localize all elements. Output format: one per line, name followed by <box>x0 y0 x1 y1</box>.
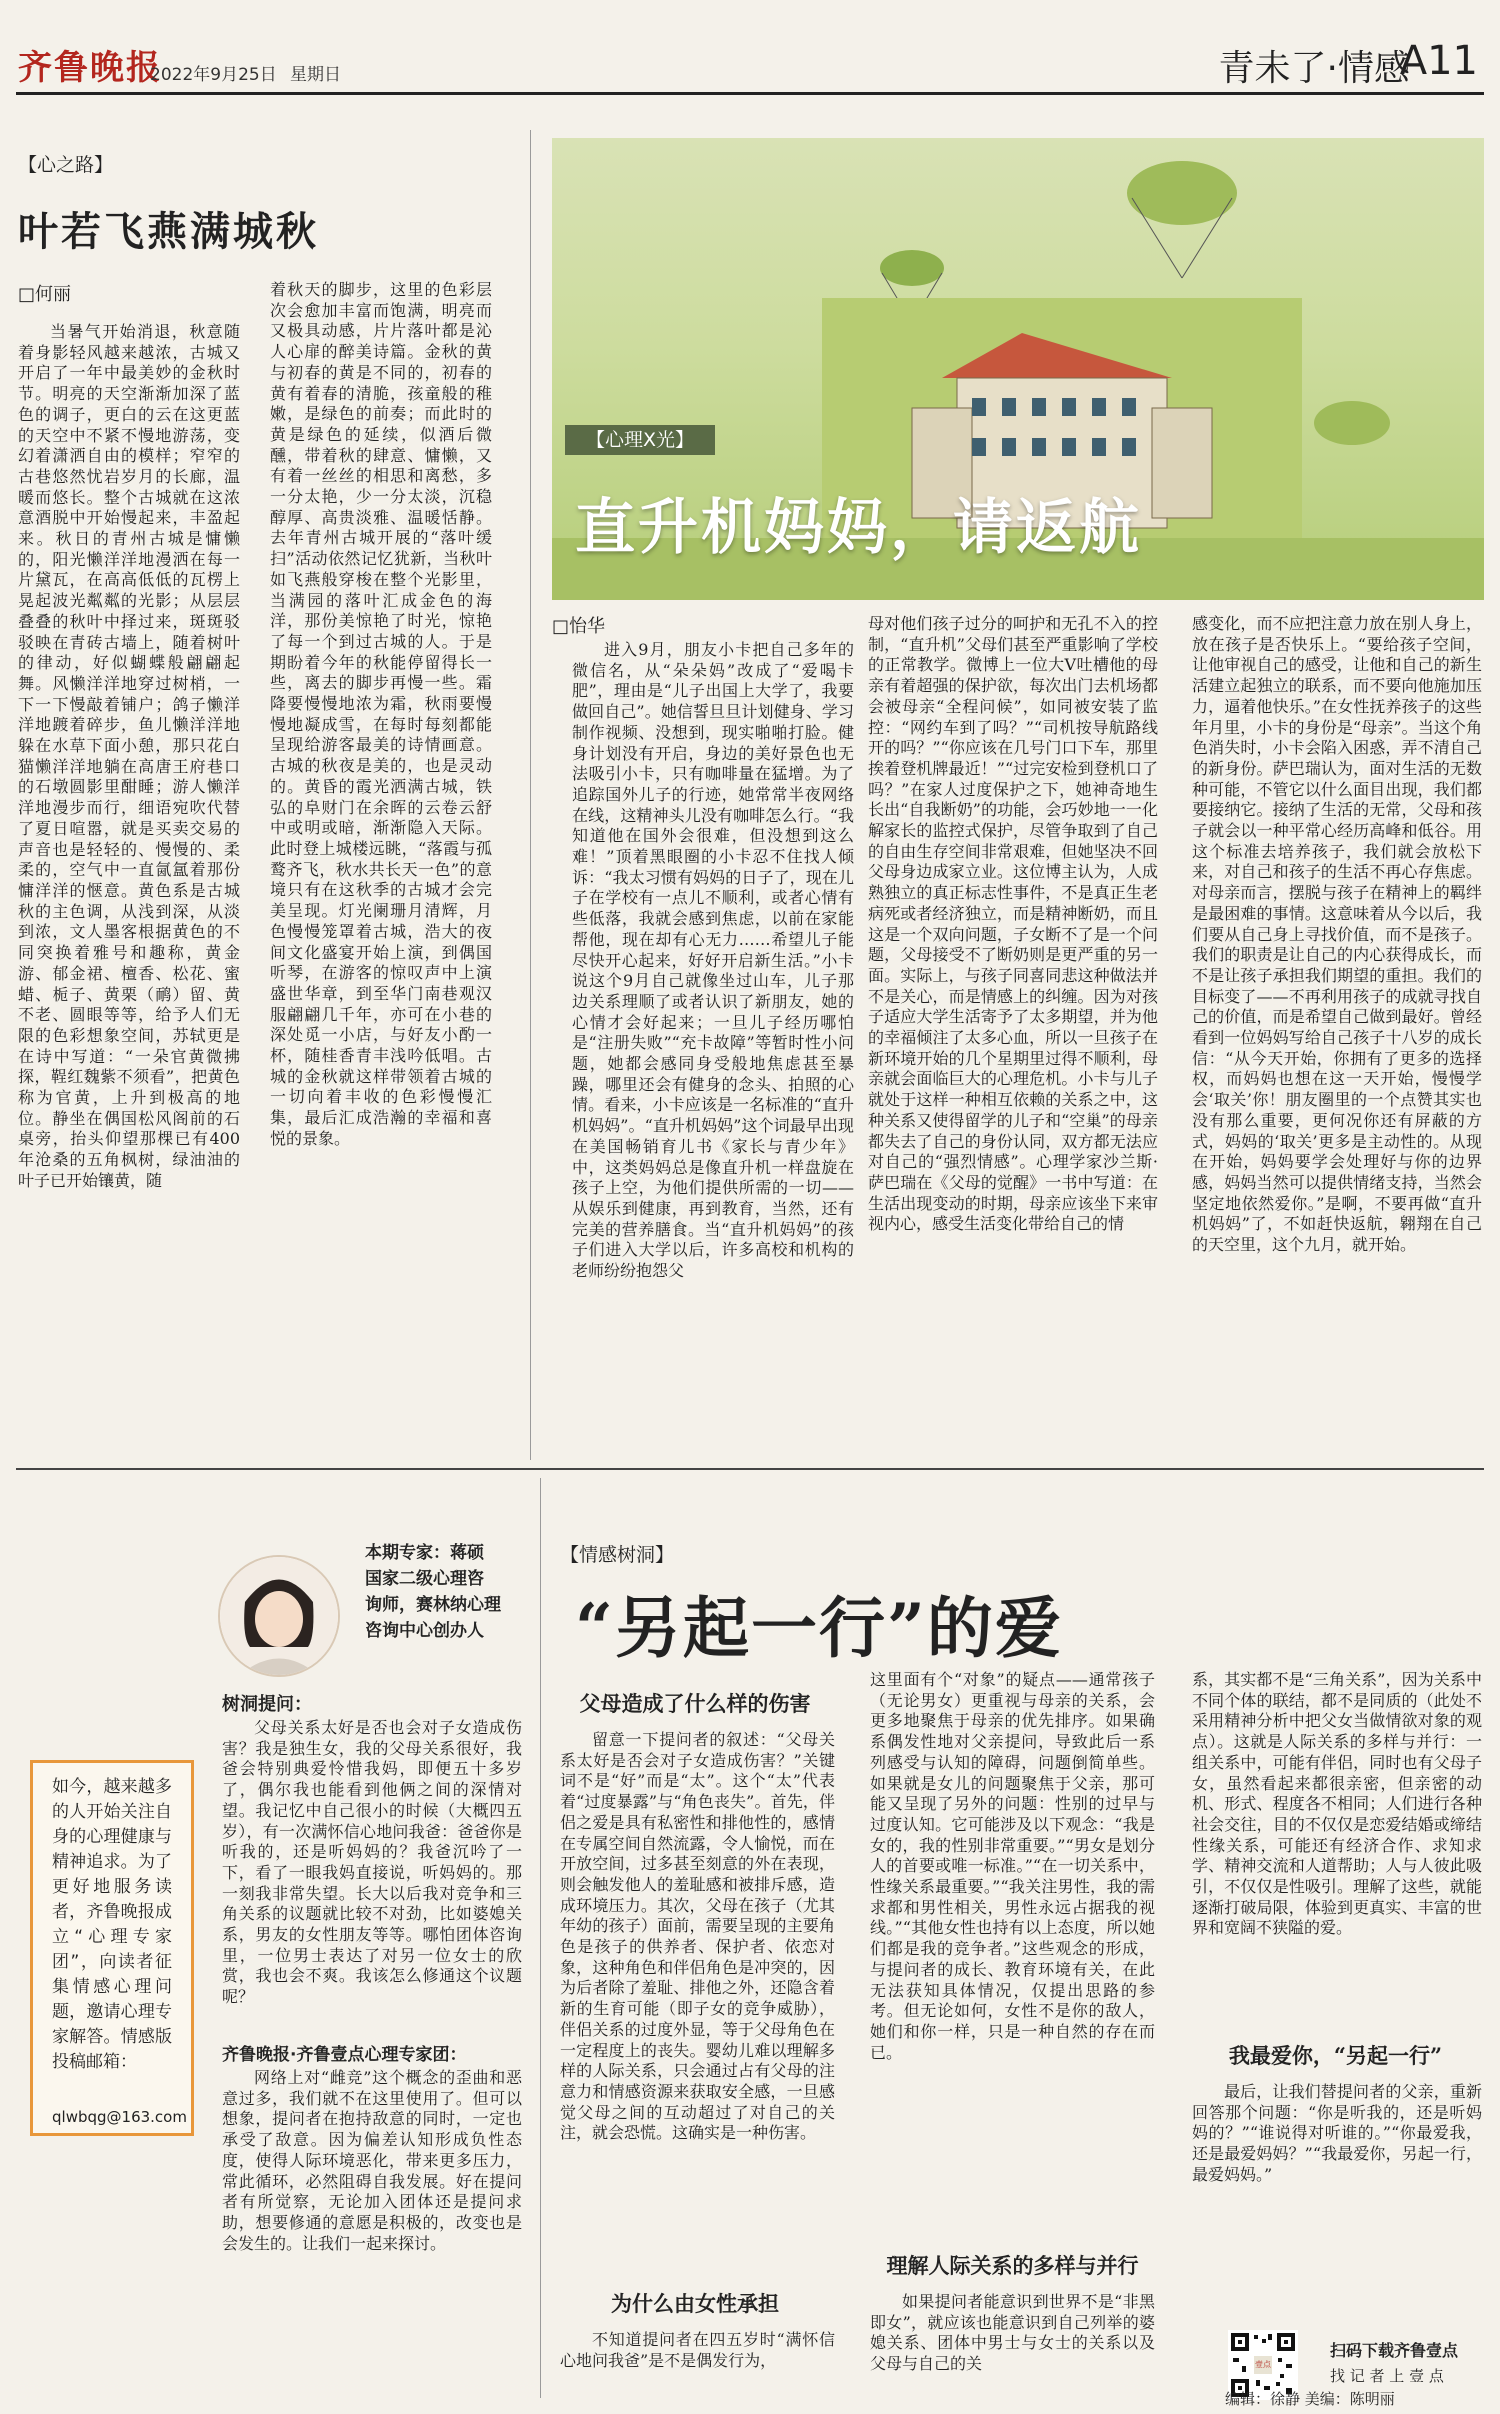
header-rule <box>16 92 1484 95</box>
editor-credit: 编辑：徐静 美编：陈明丽 <box>1225 2390 1395 2408</box>
article1-column-2: 着秋天的脚步，这里的色彩层次会愈加丰富而饱满，明亮而又极具动感，片片落叶都是沁人心扉的醉美诗篇。金秋的黄与初春的黄是不同的，初春的黄有着春的清脆，孩童般的稚嫩，是绿色的前奏；而此时的黄是绿色的延续，似酒后微醺，带着秋的肆意、慵懒，又有着一丝丝的相思和离愁，多一分太艳，少一分太淡，沉稳醇厚、高贵淡雅、温暖恬静。去年青州古城开展的“落叶缓扫”活动依然记忆犹新，当秋叶如飞燕般穿梭在整个光影里，当满园的落叶汇成金色的海洋，那份美惊艳了时光，惊艳了每一个到过古城的人。于是期盼着今年的秋能停留得长一些，离去的脚步再慢一些。霜降要慢慢地浓为霜，秋雨要慢慢地凝成雪，在每时每刻都能呈现给游客最美的诗情画意。古城的秋夜是美的，也是灵动的。黄昏的霞光洒满古城，铁弘的阜财门在余晖的云卷云舒中或明或暗，渐渐隐入天际。此时登上城楼远眺，“落霞与孤鹜齐飞，秋水共长天一色”的意境只有在这秋季的古城才会完美呈现。灯光阑珊月清辉，月色慢慢笼罩着古城，浩大的夜间文化盛宴开始上演，到偶国听琴，在游客的惊叹声中上演盛世华章，到至华门南巷观汉服翩翩几千年，亦可在小巷的深处觅一小店，与好友小酌一杯，随桂香青丰浅吟低唱。古城的金秋就这样带领着古城的一切向着丰收的色彩慢慢汇集，最后汇成浩瀚的幸福和喜悦的景象。 <box>270 280 492 1148</box>
question-label: 树洞提问： <box>222 1694 312 1715</box>
article1-title: 叶若飞燕满城秋 <box>18 208 319 255</box>
qr-center-logo: 壹点 <box>1255 2360 1271 2369</box>
article2-author: □怡华 <box>552 616 606 637</box>
article1-column-tag: 【心之路】 <box>18 154 114 176</box>
qr-subcaption: 找 记 者 上 壹 点 <box>1330 2367 1444 2385</box>
column-divider-lower <box>540 1478 541 2398</box>
article3-tag: 【情感树洞】 <box>560 1544 675 1566</box>
expert-info <box>365 1540 535 1644</box>
article3-column-2a: 这里面有个“对象”的疑点——通常孩子（无论男女）更重视与母亲的关系，会更多地聚焦于母亲的优先排序。如果确系偶发性地对父亲提问，导致此后一系列感受与认知的障碍，问题倒简单些。如果就是女儿的问题聚焦于父亲，那可能又呈现了另外的问题：性别的过早与过度认知。它可能涉及以下观念：“我是女的，我的性别非常重要。”“男女是划分人的首要或唯一标准。”“在一切关系中，性缘关系最重要。”“我关注男性，我的需求都和男性相关，男性永远占据我的视线。”“其他女性也持有以上态度，所以她们都是我的竞争者。”这些观念的形成，与提问者的成长、教育环境有关，在此无法获知具体情况，仅提出思路的参考。但无论如何，女性不是你的敌人，她们和你一样，只是一种自然的存在而已。 <box>870 1670 1155 2062</box>
expert-label: 本期专家： <box>365 1543 450 1563</box>
column-divider <box>530 130 531 1460</box>
article3-subheading-2: 为什么由女性承担 <box>611 2291 779 2316</box>
reader-question: 父母关系太好是否也会对子女造成伤害？我是独生女，我的父母关系很好，我爸会特别典爱怜惜我妈，即便五十多岁了，偶尔我也能看到他俩之间的深情对望。我记忆中自己很小的时候（大概四五岁），有一次满怀信心地问我爸：爸爸你是听我的，还是听妈妈的？我爸沉吟了一下，看了一眼我妈直接说，听妈妈的。那一刻我非常失望。长大以后我对竞争和三角关系的议题就比较不对劲，比如婆媳关系，男友的女性朋友等等。哪怕团体咨询里，一位男士表达了对另一位女士的欣赏，我也会不爽。我该怎么修通这个议题呢？ <box>222 1718 522 2007</box>
expert-title-line-3: 询师，赛林纳心理 <box>365 1595 501 1615</box>
expert-team-label: 齐鲁晚报·齐鲁壹点心理专家团： <box>222 2045 467 2065</box>
expert-title-line-4: 咨询中心创办人 <box>365 1621 484 1641</box>
article2-column-2: 母对他们孩子过分的呵护和无孔不入的控制，“直升机”父母们甚至严重影响了学校的正常教学。微博上一位大V吐槽他的母亲有着超强的保护欲，每次出门去机场都会被母亲“全程问候”，如同被安装了监控：“网约车到了吗？”“司机按导航路线开的吗？”“你应该在几号门口下车，那里挨着登机牌最近！”“过完安检到登机口了吗？”在家人过度保护之下，她神奇地生长出“自我断奶”的功能，会巧妙地一一化解家长的监控式保护，尽管争取到了自己的自由生存空间非常艰难，但她坚决不回父母身边成家立业。这位博主认为，人成熟独立的真正标志性事件，不是真正生老病死或者经济独立，而是精神断奶，而且这是一个双向问题，子女断不了是一个问题，父母接受不了断奶则是更严重的另一面。实际上，与孩子同喜同悲这种做法并不是关心，而是情感上的纠缠。因为对孩子适应大学生活寄予了太多期望，并为他的幸福倾注了太多心血，所以一旦孩子在新环境开始的几个星期里过得不顺利，母亲就会面临巨大的心理危机。小卡与儿子就处于这样一种相互依赖的关系之中，这种关系又使得留学的儿子和“空巢”的母亲都失去了自己的身份认同，双方都无法应对自己的“强烈情感”。心理学家沙兰斯·萨巴瑞在《父母的觉醒》一书中写道：在生活出现变动的时期，母亲应该坐下来审视内心，感受生活变化带给自己的情 <box>868 614 1158 1234</box>
article3-subheading-1: 父母造成了什么样的伤害 <box>579 1691 811 1716</box>
article3-title: “另起一行”的爱 <box>575 1589 1063 1667</box>
article3-subheading-4: 我最爱你，“另起一行” <box>1228 2043 1443 2068</box>
section-title: 青未了·情感 <box>1218 48 1410 89</box>
masthead-logo: 齐鲁晚报 <box>18 48 162 88</box>
article1-author: □何丽 <box>18 284 72 305</box>
article2-column-3: 感变化，而不应把注意力放在别人身上，放在孩子是否快乐上。“要给孩子空间，让他审视自己的感受，让他和自己的新生活建立起独立的联系，而不要向他施加压力，逼着他快乐。”在女性抚养孩子的这些年月里，小卡的身份是“母亲”。当这个角色消失时，小卡会陷入困惑，弄不清自己的新身份。萨巴瑞认为，面对生活的无数种可能，不管它以什么面目出现，我们都要接纳它。接纳了生活的无常，父母和孩子就会以一种平常心经历高峰和低谷。用这个标准去培养孩子，我们就会放松下来，对自己和孩子的生活不再心存焦虑。对母亲而言，摆脱与孩子在精神上的羁绊是最困难的事情。这意味着从今以后，我们要从自己身上寻找价值，而不是孩子。我们的职责是让自己的内心获得成长，而不是让孩子承担我们期望的重担。我们的目标变了——不再利用孩子的成就寻找自己的价值，而是希望自己做到最好。曾经看到一位妈妈写给自己孩子十八岁的成长信：“从今天开始，你拥有了更多的选择权，而妈妈也想在这一天开始，慢慢学会‘取关’你！朋友圈里的一个点赞其实也没有那么重要，更何况你还有屏蔽的方式，妈妈的‘取关’更多是主动性的。从现在开始，妈妈要学会处理好与你的边界感，妈妈当然可以提供情绪支持，当然会坚定地依然爱你。”是啊，不要再做“直升机妈妈”了，不如赶快返航，翱翔在自己的天空里，这个九月，就开始。 <box>1192 614 1482 1255</box>
expert-name: 蒋硕 <box>450 1543 484 1563</box>
article1-column-1: 当暑气开始消退，秋意随着身影轻风越来越浓，古城又开启了一年中最美妙的金秋时节。明亮的天空渐渐加深了蓝色的调子，更白的云在这更蓝的天空中不紧不慢地游荡，变幻着潇洒自由的模样；窄窄的古巷悠然忧岩岁月的长廊，温暖而悠长。整个古城就在这浓意酒脱中开始慢起来，丰盈起来。秋日的青州古城是慵懒的，阳光懒洋洋地漫洒在每一片黛瓦，在高高低低的瓦楞上晃起波光粼粼的光影；从层层叠叠的秋叶中择过来，斑斑驳驳映在青砖古墙上，随着树叶的律动，好似蝴蝶般翩翩起舞。风懒洋洋地穿过树梢，一下一下慢敲着铺户；鸽子懒洋洋地踱着碎步，鱼儿懒洋洋地躲在水草下面小憩，那只花白猫懒洋洋地躺在高唐王府巷口的石墩圆影里酣睡；游人懒洋洋地漫步而行，细语宛吹代替了夏日喧嚣，就是买卖交易的声音也是轻轻的、慢慢的、柔柔的，空气中一直氤氲着那份慵洋洋的惬意。黄色系是古城秋的主色调，从浅到深，从淡到浓，文人墨客根据黄色的不同突换着雅号和趣称，黄金游、郁金裙、檀香、松花、蜜蜡、栀子、黄栗（鸸）留、黄不老、圆眼等等，给予人们无限的色彩想象空间，苏轼更是在诗中写道：“一朵官黄微拂探，鞓红魏紫不须看”，把黄色称为官黄，上升到极高的地位。静坐在偶国松风阁前的石桌旁，抬头仰望那棵已有400年沧桑的五角枫树，绿油油的叶子已开始镶黄，随 <box>18 322 240 1190</box>
page-number: A11 <box>1399 38 1478 84</box>
article3-column-3b: 最后，让我们替提问者的父亲，重新回答那个问题：“你是听我的，还是听妈妈的？”“谁说得对听谁的。”“你最爱我，还是最爱妈妈？”“我最爱你，另起一行，最爱妈妈。” <box>1192 2082 1482 2184</box>
article3-column-3a: 系，其实都不是“三角关系”，因为关系中不同个体的联结，都不是同质的（此处不采用精神分析中把父女当做情欲对象的观点）。这就是人际关系的多样与并行：一组关系中，可能有伴侣，同时也有父母子女，虽然看起来都很亲密，但亲密的动机、形式、程度各不相同；人们进行各种社会交往，目的不仅仅是恋爱结婚或缔结性缘关系，可能还有经济合作、求知求学、精神交流和人道帮助；人与人彼此吸引，不仅仅是性吸引。理解了这些，就能逐渐打破局限，体验到更真实、丰富的世界和宽阔不狭隘的爱。 <box>1192 1670 1482 1938</box>
article2-title: 直升机妈妈，请返航 <box>575 493 1142 563</box>
article3-column-2b: 如果提问者能意识到世界不是“非黑即女”，就应该也能意识到自己列举的婆媳关系、团体中男士与女士的关系以及父母与自己的关 <box>870 2292 1155 2374</box>
article2-column-1: 进入9月，朋友小卡把自己多年的微信名，从“朵朵妈”改成了“爱喝卡肥”，理由是“儿子出国上大学了，我要做回自己”。她信誓旦旦计划健身、学习制作视频、没想到，现实啪啪打脸。健身计划没有开启，身边的美好景色也无法吸引小卡，只有咖啡量在猛增。为了追踪国外儿子的行迹，她常常半夜网络在线，这精神头儿没有咖啡怎么行。“我知道他在国外会很难，但没想到这么难！”顶着黑眼圈的小卡忍不住找人倾诉：“我太习惯有妈妈的日子了，现在儿子在学校有一点儿不顺利，或者心情有些低落，我就会感到焦虑，以前在家能帮他，现在却有心无力……希望儿子能尽快开心起来，好好开启新生活。”小卡说这个9月自己就像坐过山车，儿子那边关系理顺了或者认识了新朋友，她的心情才会好起来；一旦儿子经历哪怕是“注册失败”“充卡故障”等暂时性小问题，她都会感同身受般地焦虑甚至暴躁，哪里还会有健身的念头、拍照的心情。看来，小卡应该是一名标准的“直升机妈妈”。“直升机妈妈”这个词最早出现在美国畅销育儿书《家长与青少年》中，这类妈妈总是像直升机一样盘旋在孩子上空，为他们提供所需的一切——从娱乐到健康，再到教育，当然，还有完美的营养膳食。当“直升机妈妈”的孩子们进入大学以后，许多高校和机构的老师纷纷抱怨父 <box>572 640 854 1281</box>
issue-date: 2022年9月25日 <box>150 65 277 85</box>
article3-column-1b: 不知道提问者在四五岁时“满怀信心地问我爸”是不是偶发行为， <box>560 2330 835 2370</box>
article3-column-1a: 留意一下提问者的叙述：“父母关系太好是否会对子女造成伤害？”关键词不是“好”而是“太”。这个“太”代表着“过度暴露”与“角色丧失”。首先，伴侣之爱是具有私密性和排他性的，感情在专属空间自然流露，令人愉悦，而在开放空间，过多甚至刻意的外在表现，则会触发他人的羞耻感和被排斥感，造成环境压力。其次，父母在孩子（尤其年幼的孩子）面前，需要呈现的主要角色是孩子的供养者、保护者、依恋对象，这种角色和伴侣角色是冲突的，因为后者除了羞耻、排他之外，还隐含着新的生育可能（即子女的竞争威胁），伴侣关系的过度外显，等于父母角色在一定程度上的丧失。婴幼儿难以理解多样的人际关系，只会通过占有父母的注意力和情感资源来获取安全感，一旦感觉父母之间的互动超过了对自己的关注，就会恐慌。这确实是一种伤害。 <box>560 1730 835 2143</box>
article2-tag: 【心理X光】 <box>565 425 715 455</box>
qr-caption: 扫码下载齐鲁壹点 <box>1330 2341 1459 2360</box>
expert-avatar <box>218 1555 340 1677</box>
submission-notice-text: 如今，越来越多的人开始关注自身的心理健康与精神追求。为了更好地服务读者，齐鲁晚报成立“心理专家团”，向读者征集情感心理问题，邀请心理专家解答。情感版投稿邮箱： <box>52 1777 172 2072</box>
expert-portrait-icon <box>220 1557 338 1675</box>
section-divider <box>16 1468 1484 1470</box>
submission-email[interactable]: qlwbqg@163.com <box>52 2108 187 2126</box>
issue-weekday: 星期日 <box>290 65 341 85</box>
expert-team-answer: 网络上对“雌竞”这个概念的歪曲和恶意过多，我们就不在这里使用了。但可以想象，提问者在抱持敌意的同时，一定也承受了敌意。因为偏差认知形成负性态度，使得人际环境恶化，带来更多压力，常此循环，必然阻碍自我发展。好在提问者有所觉察，无论加入团体还是提问求助，想要修通的意愿是积极的，改变也是会发生的。让我们一起来探讨。 <box>222 2068 522 2253</box>
expert-title-line-2: 国家二级心理咨 <box>365 1569 484 1589</box>
article3-subheading-3: 理解人际关系的多样与并行 <box>886 2253 1139 2278</box>
